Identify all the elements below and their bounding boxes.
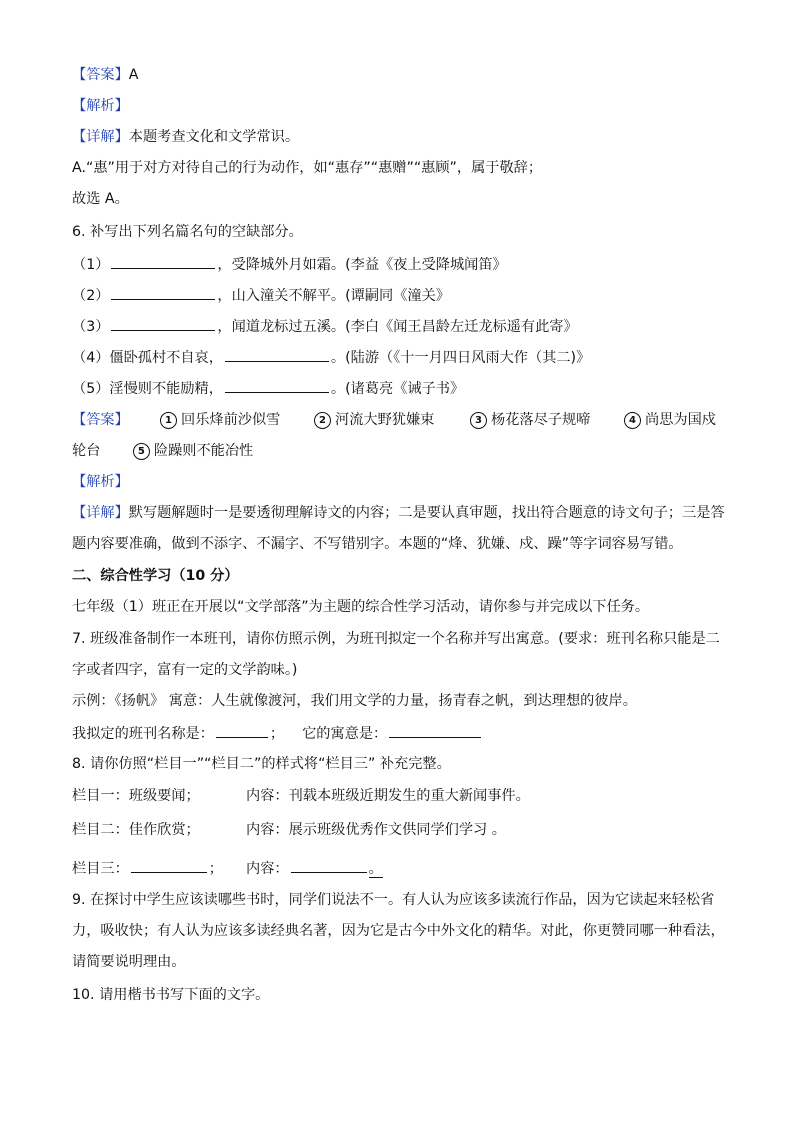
answer-text: 尚思为国戍 bbox=[645, 412, 716, 428]
column-3-row bbox=[72, 858, 383, 879]
explanation-line: A.“惠”用于对方对待自己的行为动作，如“惠存”“惠赠”“惠顾”，属于敬辞； bbox=[72, 160, 543, 176]
blank-line bbox=[225, 378, 329, 393]
answer-6-line-2 bbox=[72, 441, 253, 461]
answer-text: 险躁则不能冶性 bbox=[153, 443, 254, 459]
answer-tag: 【答案】 bbox=[72, 67, 129, 83]
separator: ； bbox=[208, 861, 223, 877]
item-number: （3） bbox=[72, 319, 110, 335]
column-label: 栏目三： bbox=[72, 861, 129, 877]
detail-text: 默写题解题时一是要透彻理解诗文的内容；二是要认真审题，找出符合题意的诗文句子；三是答 bbox=[128, 505, 725, 521]
question-8: 8. 请你仿照“栏目一”“栏目二”的样式将“栏目三” 补充完整。 bbox=[72, 756, 451, 772]
answer-item-2 bbox=[314, 410, 434, 430]
circled-number: 1 bbox=[160, 412, 177, 429]
section-2-heading: 二、综合性学习（10 分） bbox=[72, 568, 239, 584]
question-9-line-2: 力，吸收快；有人认为应该多读经典名著，因为它是古今中外文化的精华。对此，你更赞同哪一种看法， bbox=[72, 923, 725, 939]
answer-text: 杨花落尽子规啼 bbox=[491, 412, 591, 428]
detail-6-line-2: 题内容要准确，做到不添字、不漏字、不写错别字。本题的“烽、犹嫌、戍、躁”等字词容易写错。 bbox=[72, 536, 683, 552]
column-2-row bbox=[72, 820, 506, 840]
item-text: ，山入潼关不解平。(谭嗣同《潼关》 bbox=[217, 288, 450, 304]
blank-line bbox=[111, 254, 215, 269]
column-content bbox=[246, 858, 383, 879]
detail-tag: 【详解】 bbox=[72, 505, 129, 521]
answer-item-5 bbox=[133, 441, 253, 461]
detail-tag: 【详解】 bbox=[72, 129, 129, 145]
answer-tag: 【答案】 bbox=[72, 412, 129, 428]
item-number: （1） bbox=[72, 257, 110, 273]
question-6-item-2 bbox=[72, 285, 450, 306]
blank-line bbox=[131, 858, 207, 873]
answer-line bbox=[72, 65, 138, 85]
answer-item-3 bbox=[470, 410, 590, 430]
label: 内容： bbox=[246, 861, 289, 877]
blank-line bbox=[291, 858, 367, 873]
column-label: 栏目一：班级要闻； bbox=[72, 788, 200, 804]
question-10: 10. 请用楷书书写下面的文字。 bbox=[72, 987, 270, 1003]
analysis-6-tag-line bbox=[72, 472, 129, 492]
item-number: （2） bbox=[72, 288, 110, 304]
question-7-example: 示例：《扬帆》 寓意：人生就像渡河，我们用文学的力量，扬青春之帆，到达理想的彼岸。 bbox=[72, 693, 637, 709]
answer-text: 河流大野犹嫌束 bbox=[335, 412, 435, 428]
question-6-item-5 bbox=[72, 378, 464, 399]
circled-number: 2 bbox=[314, 412, 331, 429]
detail-line bbox=[72, 127, 299, 147]
column-1-row bbox=[72, 786, 530, 806]
item-text: ，受降城外月如霜。(李益《夜上受降城闻笛》 bbox=[217, 257, 507, 273]
analysis-tag: 【解析】 bbox=[72, 474, 129, 490]
answer-text: 轮台 bbox=[72, 443, 101, 459]
blank-line bbox=[111, 285, 215, 300]
blank-line bbox=[111, 316, 215, 331]
answer-item-4 bbox=[624, 410, 716, 430]
answer-6-line-1 bbox=[72, 410, 716, 430]
item-text: 。(陆游（《十一月四日风雨大作（其二)》 bbox=[330, 350, 591, 366]
item-text: （5）淫慢则不能励精， bbox=[72, 381, 223, 397]
item-text: 。(诸葛亮《诫子书》 bbox=[330, 381, 465, 397]
answer-item-1 bbox=[160, 410, 280, 430]
item-text: （4）僵卧孤村不自哀， bbox=[72, 350, 223, 366]
question-9-line-3: 请简要说明理由。 bbox=[72, 954, 186, 970]
detail-text: 本题考查文化和文学常识。 bbox=[128, 129, 300, 145]
end-mark: 。 bbox=[368, 861, 383, 877]
separator: ； bbox=[269, 726, 285, 742]
blank-line bbox=[216, 723, 268, 738]
choice-line: 故选 A。 bbox=[72, 191, 129, 207]
column-content: 内容：展示班级优秀作文供同学们学习 。 bbox=[246, 822, 506, 838]
blank-line bbox=[389, 723, 481, 738]
analysis-tag: 【解析】 bbox=[72, 98, 129, 114]
column-label: 栏目二：佳作欣赏； bbox=[72, 822, 200, 838]
section-2-intro: 七年级（1）班正在开展以“文学部落”为主题的综合性学习活动，请你参与并完成以下任务。 bbox=[72, 599, 650, 615]
answer-value: A bbox=[128, 67, 139, 83]
blank-line bbox=[225, 347, 329, 362]
column-content: 内容：刊载本班级近期发生的重大新闻事件。 bbox=[246, 788, 530, 804]
question-6-item-3 bbox=[72, 316, 578, 337]
detail-6-line-1 bbox=[72, 503, 725, 523]
label: 它的寓意是： bbox=[302, 726, 388, 742]
circled-number: 4 bbox=[624, 412, 641, 429]
question-9-line-1: 9. 在探讨中学生应该读哪些书时，同学们说法不一。有人认为应该多读流行作品，因为它读起来轻松省 bbox=[72, 892, 715, 908]
circled-number: 5 bbox=[133, 443, 150, 460]
question-6-title: 6. 补写出下列名篇名句的空缺部分。 bbox=[72, 224, 303, 240]
circled-number: 3 bbox=[470, 412, 487, 429]
analysis-tag-line bbox=[72, 96, 129, 116]
label: 我拟定的班刊名称是： bbox=[72, 726, 214, 742]
question-6-item-4 bbox=[72, 347, 590, 368]
answer-text: 回乐烽前沙似雪 bbox=[181, 412, 281, 428]
question-7-line-2: 字或者四字，富有一定的文学韵味。) bbox=[72, 662, 298, 678]
question-7-answer-line bbox=[72, 723, 483, 744]
item-text: ，闻道龙标过五溪。(李白《闻王昌龄左迁龙标遥有此寄》 bbox=[217, 319, 578, 335]
question-7-line-1: 7. 班级准备制作一本班刊，请你仿照示例，为班刊拟定一个名称并写出寓意。(要求：班刊名称只能是二 bbox=[72, 631, 720, 647]
question-6-item-1 bbox=[72, 254, 507, 275]
